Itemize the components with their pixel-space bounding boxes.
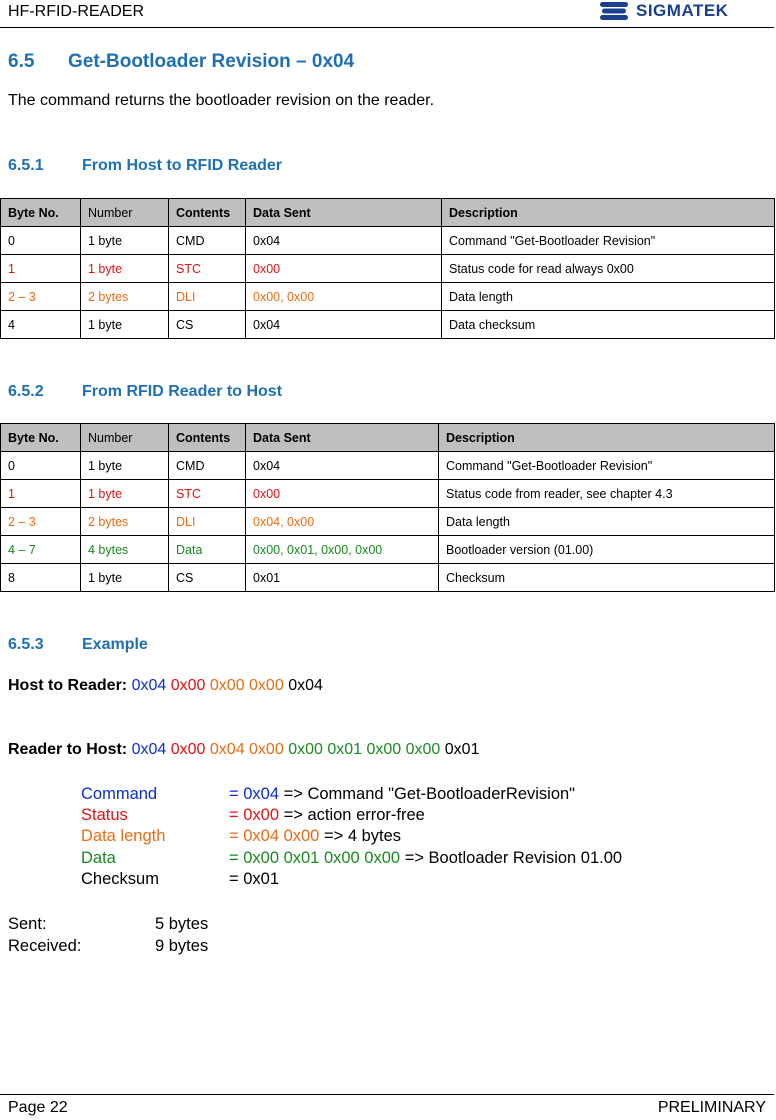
legend-label: Checksum xyxy=(81,869,159,888)
cell-byte-no: 0 xyxy=(1,227,81,255)
cell-number: 1 byte xyxy=(81,564,169,592)
legend-label: Data xyxy=(81,848,116,867)
cell-description: Checksum xyxy=(439,564,775,592)
cell-description: Data length xyxy=(439,508,775,536)
cell-data-sent: 0x04 xyxy=(246,452,439,480)
col-header-description: Description xyxy=(442,199,775,227)
cell-byte-no: 4 xyxy=(1,311,81,339)
cell-description: Bootloader version (01.00) xyxy=(439,536,775,564)
legend-label: Data length xyxy=(81,827,166,846)
section-heading xyxy=(8,51,354,73)
cell-description: Data checksum xyxy=(442,311,775,339)
table-row xyxy=(1,227,775,255)
legend-label: Status xyxy=(81,806,128,825)
cell-contents: STC xyxy=(169,255,246,283)
cell-byte-no: 2 – 3 xyxy=(1,283,81,311)
cell-contents: Data xyxy=(169,536,246,564)
cell-number: 2 bytes xyxy=(81,283,169,311)
subsection-heading-host-to-reader xyxy=(8,157,282,175)
col-header-data-sent: Data Sent xyxy=(246,199,442,227)
sigmatek-logo-icon xyxy=(600,1,630,21)
legend-value: = 0x00 0x01 0x00 0x00 xyxy=(229,848,401,867)
received-label: Received: xyxy=(8,937,82,955)
reader-cs-byte: 0x01 xyxy=(444,741,480,758)
legend-label: Command xyxy=(81,785,158,803)
brand-name: SIGMATEK xyxy=(636,1,729,20)
table-row xyxy=(1,480,775,508)
cell-byte-no: 0 xyxy=(1,452,81,480)
cell-data-sent: 0x00, 0x01, 0x00, 0x00 xyxy=(246,536,439,564)
cell-byte-no: 1 xyxy=(1,255,81,283)
legend-text: => Command "Get-BootloaderRevision" xyxy=(283,785,576,803)
example-host-to-reader xyxy=(8,677,323,695)
received-row xyxy=(8,935,208,957)
cell-data-sent: 0x00, 0x00 xyxy=(246,283,442,311)
example-legend xyxy=(81,784,622,890)
legend-row-command xyxy=(81,784,622,805)
subsection-number: 6.5.2 xyxy=(8,383,44,400)
sigmatek-logo xyxy=(600,0,728,22)
host-stc-byte: 0x00 xyxy=(170,677,206,694)
col-header-number: Number xyxy=(81,424,169,452)
document-header-title: HF-RFID-READER xyxy=(8,3,144,20)
table-row xyxy=(1,536,775,564)
footer-divider xyxy=(0,1094,774,1095)
legend-value: = 0x04 xyxy=(229,785,279,803)
legend-value: = 0x04 0x00 xyxy=(229,827,320,846)
col-header-contents: Contents xyxy=(169,424,246,452)
reader-data-bytes: 0x00 0x01 0x00 0x00 xyxy=(288,741,441,758)
table-header-row xyxy=(1,199,775,227)
table-row xyxy=(1,564,775,592)
reader-stc-byte: 0x00 xyxy=(170,741,206,758)
legend-text: => 4 bytes xyxy=(323,827,402,846)
header-divider xyxy=(0,27,774,28)
legend-row-checksum xyxy=(81,869,622,890)
cell-contents: CS xyxy=(169,311,246,339)
cell-data-sent: 0x00 xyxy=(246,480,439,508)
subsection-number: 6.5.1 xyxy=(8,157,44,174)
host-cmd-byte: 0x04 xyxy=(131,677,167,694)
subsection-title: Example xyxy=(82,636,148,653)
cell-data-sent: 0x04, 0x00 xyxy=(246,508,439,536)
example-reader-label: Reader to Host: xyxy=(8,741,128,758)
reader-to-host-table xyxy=(0,423,775,592)
cell-byte-no: 1 xyxy=(1,480,81,508)
col-header-number: Number xyxy=(81,199,169,227)
legend-row-status xyxy=(81,805,622,826)
col-header-contents: Contents xyxy=(169,199,246,227)
cell-byte-no: 4 – 7 xyxy=(1,536,81,564)
document-status: PRELIMINARY xyxy=(657,1099,766,1116)
cell-number: 1 byte xyxy=(81,452,169,480)
cell-byte-no: 8 xyxy=(1,564,81,592)
cell-description: Command "Get-Bootloader Revision" xyxy=(439,452,775,480)
col-header-description: Description xyxy=(439,424,775,452)
cell-contents: DLI xyxy=(169,508,246,536)
reader-dli-bytes: 0x04 0x00 xyxy=(209,741,284,758)
table-row xyxy=(1,452,775,480)
cell-contents: STC xyxy=(169,480,246,508)
host-to-reader-table xyxy=(0,198,775,339)
reader-cmd-byte: 0x04 xyxy=(131,741,167,758)
cell-data-sent: 0x04 xyxy=(246,311,442,339)
subsection-heading-reader-to-host xyxy=(8,383,282,401)
cell-description: Data length xyxy=(442,283,775,311)
subsection-title: From Host to RFID Reader xyxy=(82,157,283,174)
section-intro: The command returns the bootloader revision on the reader. xyxy=(8,92,435,109)
cell-contents: CS xyxy=(169,564,246,592)
cell-number: 1 byte xyxy=(81,480,169,508)
cell-description: Status code from reader, see chapter 4.3 xyxy=(439,480,775,508)
example-reader-to-host xyxy=(8,741,479,759)
table-header-row xyxy=(1,424,775,452)
cell-data-sent: 0x01 xyxy=(246,564,439,592)
legend-row-data xyxy=(81,848,622,869)
cell-contents: DLI xyxy=(169,283,246,311)
section-number: 6.5 xyxy=(8,51,35,72)
col-header-byte-no: Byte No. xyxy=(1,424,81,452)
cell-byte-no: 2 – 3 xyxy=(1,508,81,536)
sent-label: Sent: xyxy=(8,915,47,933)
cell-number: 2 bytes xyxy=(81,508,169,536)
legend-row-data-length xyxy=(81,826,622,847)
legend-text: => Bootloader Revision 01.00 xyxy=(404,848,623,867)
legend-value: = 0x01 xyxy=(229,869,279,888)
subsection-title: From RFID Reader to Host xyxy=(82,383,283,400)
sent-value: 5 bytes xyxy=(155,915,209,933)
subsection-heading-example xyxy=(8,636,148,654)
host-cs-byte: 0x04 xyxy=(288,677,323,694)
table-row xyxy=(1,255,775,283)
sent-row xyxy=(8,913,208,935)
host-dli-bytes: 0x00 0x00 xyxy=(209,677,284,694)
received-value: 9 bytes xyxy=(155,937,209,955)
table-row xyxy=(1,311,775,339)
cell-number: 4 bytes xyxy=(81,536,169,564)
cell-description: Command "Get-Bootloader Revision" xyxy=(442,227,775,255)
cell-contents: CMD xyxy=(169,227,246,255)
legend-text: => action error-free xyxy=(283,806,425,825)
table-row xyxy=(1,283,775,311)
cell-number: 1 byte xyxy=(81,227,169,255)
cell-description: Status code for read always 0x00 xyxy=(442,255,775,283)
legend-value: = 0x00 xyxy=(229,806,279,825)
section-title: Get-Bootloader Revision – 0x04 xyxy=(68,51,355,72)
cell-number: 1 byte xyxy=(81,255,169,283)
example-host-label: Host to Reader: xyxy=(8,677,128,694)
col-header-byte-no: Byte No. xyxy=(1,199,81,227)
byte-count-summary xyxy=(8,913,208,957)
cell-data-sent: 0x04 xyxy=(246,227,442,255)
cell-data-sent: 0x00 xyxy=(246,255,442,283)
table-row xyxy=(1,508,775,536)
cell-number: 1 byte xyxy=(81,311,169,339)
page-number: Page 22 xyxy=(8,1099,68,1116)
col-header-data-sent: Data Sent xyxy=(246,424,439,452)
subsection-number: 6.5.3 xyxy=(8,636,44,653)
cell-contents: CMD xyxy=(169,452,246,480)
